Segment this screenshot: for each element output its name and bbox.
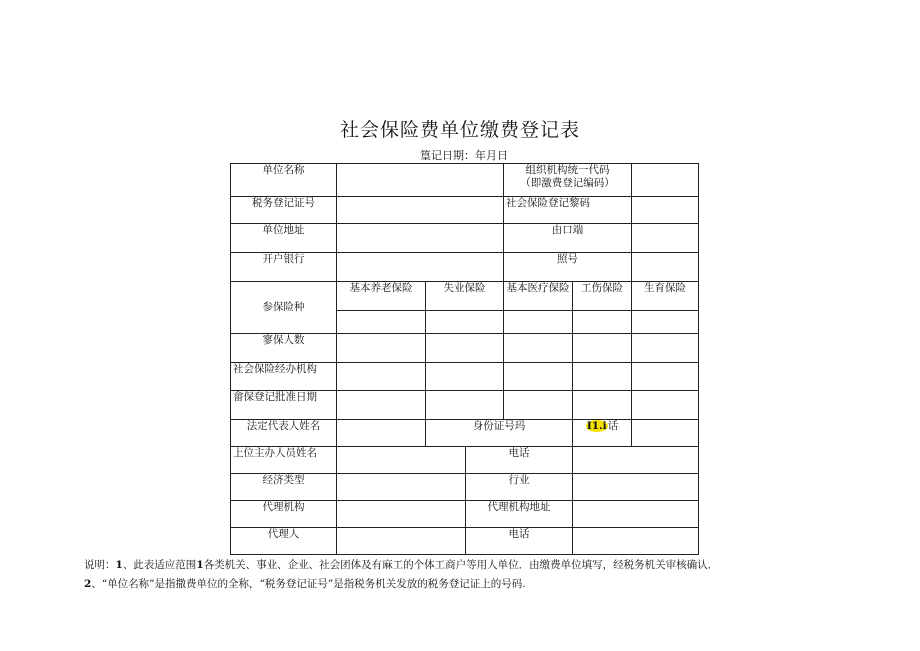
header-work-injury: 工伤保险 [573, 282, 632, 311]
field-agency-pension[interactable] [337, 363, 426, 391]
field-approval-pension[interactable] [337, 391, 426, 420]
header-unemployment: 失业保险 [426, 282, 504, 311]
header-basic-pension: 基本养老保险 [337, 282, 426, 311]
registration-form-table [230, 163, 699, 555]
field-count-medical[interactable] [504, 334, 573, 363]
label-contact-phone: 电话 [466, 447, 573, 474]
label-industry: 行业 [466, 474, 573, 501]
field-proxy-phone[interactable] [573, 528, 699, 555]
field-contact-person[interactable] [337, 447, 466, 474]
field-pension-type[interactable] [337, 311, 426, 334]
field-unit-name[interactable] [337, 164, 504, 197]
notes [84, 556, 718, 594]
field-econ-type[interactable] [337, 474, 466, 501]
label-unit-address: 单位地址 [231, 224, 337, 253]
label-postcode: 由口端 [504, 224, 632, 253]
field-agency-medical[interactable] [504, 363, 573, 391]
field-approval-unemployment[interactable] [426, 391, 504, 420]
label-proxy-address: 代理机构地址 [466, 501, 573, 528]
highlight-mark: I1.i [586, 420, 607, 432]
field-unit-address[interactable] [337, 224, 504, 253]
label-social-reg-no: 社会保险登记黎码 [504, 197, 632, 224]
label-legal-rep-phone: I1.i话 [573, 420, 632, 447]
register-date: 篁记日期：年月日 [420, 149, 508, 162]
label-proxy-phone: 电话 [466, 528, 573, 555]
field-count-injury[interactable] [573, 334, 632, 363]
field-legal-rep[interactable] [337, 420, 426, 447]
field-proxy-person[interactable] [337, 528, 466, 555]
field-tax-reg-no[interactable] [337, 197, 504, 224]
label-proxy-person: 代理人 [231, 528, 337, 555]
header-basic-medical: 基本医疗保险 [504, 282, 573, 311]
field-proxy-address[interactable] [573, 501, 699, 528]
label-unit-name: 单位名称 [231, 164, 337, 197]
label-legal-rep: 法定代表人姓名 [231, 420, 337, 447]
label-insured-count: 寥保人数 [231, 334, 337, 363]
label-econ-type: 经济类型 [231, 474, 337, 501]
header-maternity: 生育保险 [632, 282, 699, 311]
field-count-maternity[interactable] [632, 334, 699, 363]
field-medical-type[interactable] [504, 311, 573, 334]
label-approval-date: 畲保登记批准日期 [231, 391, 337, 420]
label-id-no: 身份证号玛 [426, 420, 573, 447]
field-org-code[interactable] [632, 164, 699, 197]
form-title: 社会保险费单位缴费登记表 [339, 119, 580, 141]
field-industry[interactable] [573, 474, 699, 501]
field-maternity-type[interactable] [632, 311, 699, 334]
field-agency-injury[interactable] [573, 363, 632, 391]
label-proxy-org: 代理机构 [231, 501, 337, 528]
field-account[interactable] [632, 253, 699, 282]
field-approval-medical[interactable] [504, 391, 573, 420]
field-approval-injury[interactable] [573, 391, 632, 420]
field-proxy-org[interactable] [337, 501, 466, 528]
label-agency: 社会保险经办机构 [231, 363, 337, 391]
field-bank[interactable] [337, 253, 504, 282]
field-legal-rep-phone[interactable] [632, 420, 699, 447]
field-agency-maternity[interactable] [632, 363, 699, 391]
field-injury-type[interactable] [573, 311, 632, 334]
label-tax-reg-no: 税务登记证号 [231, 197, 337, 224]
field-approval-maternity[interactable] [632, 391, 699, 420]
label-bank: 开户银行 [231, 253, 337, 282]
label-org-code: 组织机构统一代码 （即激费登记编码） [504, 164, 632, 197]
field-count-pension[interactable] [337, 334, 426, 363]
field-contact-phone[interactable] [573, 447, 699, 474]
note-1: 说明：1、此表适应范围1各类机关、事业、企业、社会团体及有麻工的个体工商户等用人单位．由缴费单位填写，经税务机关审核确认． [84, 559, 719, 571]
note-2: 2、“单位名称”是指撒费单位的全称，“税务登记证号”是指税务机关发放的税务登记证上的号码. [84, 578, 526, 590]
field-agency-unemployment[interactable] [426, 363, 504, 391]
field-unemployment-type[interactable] [426, 311, 504, 334]
label-account: 照号 [504, 253, 632, 282]
field-postcode[interactable] [632, 224, 699, 253]
field-count-unemployment[interactable] [426, 334, 504, 363]
field-social-reg-no[interactable] [632, 197, 699, 224]
label-insurance-types: 参保险种 [231, 282, 337, 334]
label-contact-person: 上位主办人员姓名 [231, 447, 337, 474]
